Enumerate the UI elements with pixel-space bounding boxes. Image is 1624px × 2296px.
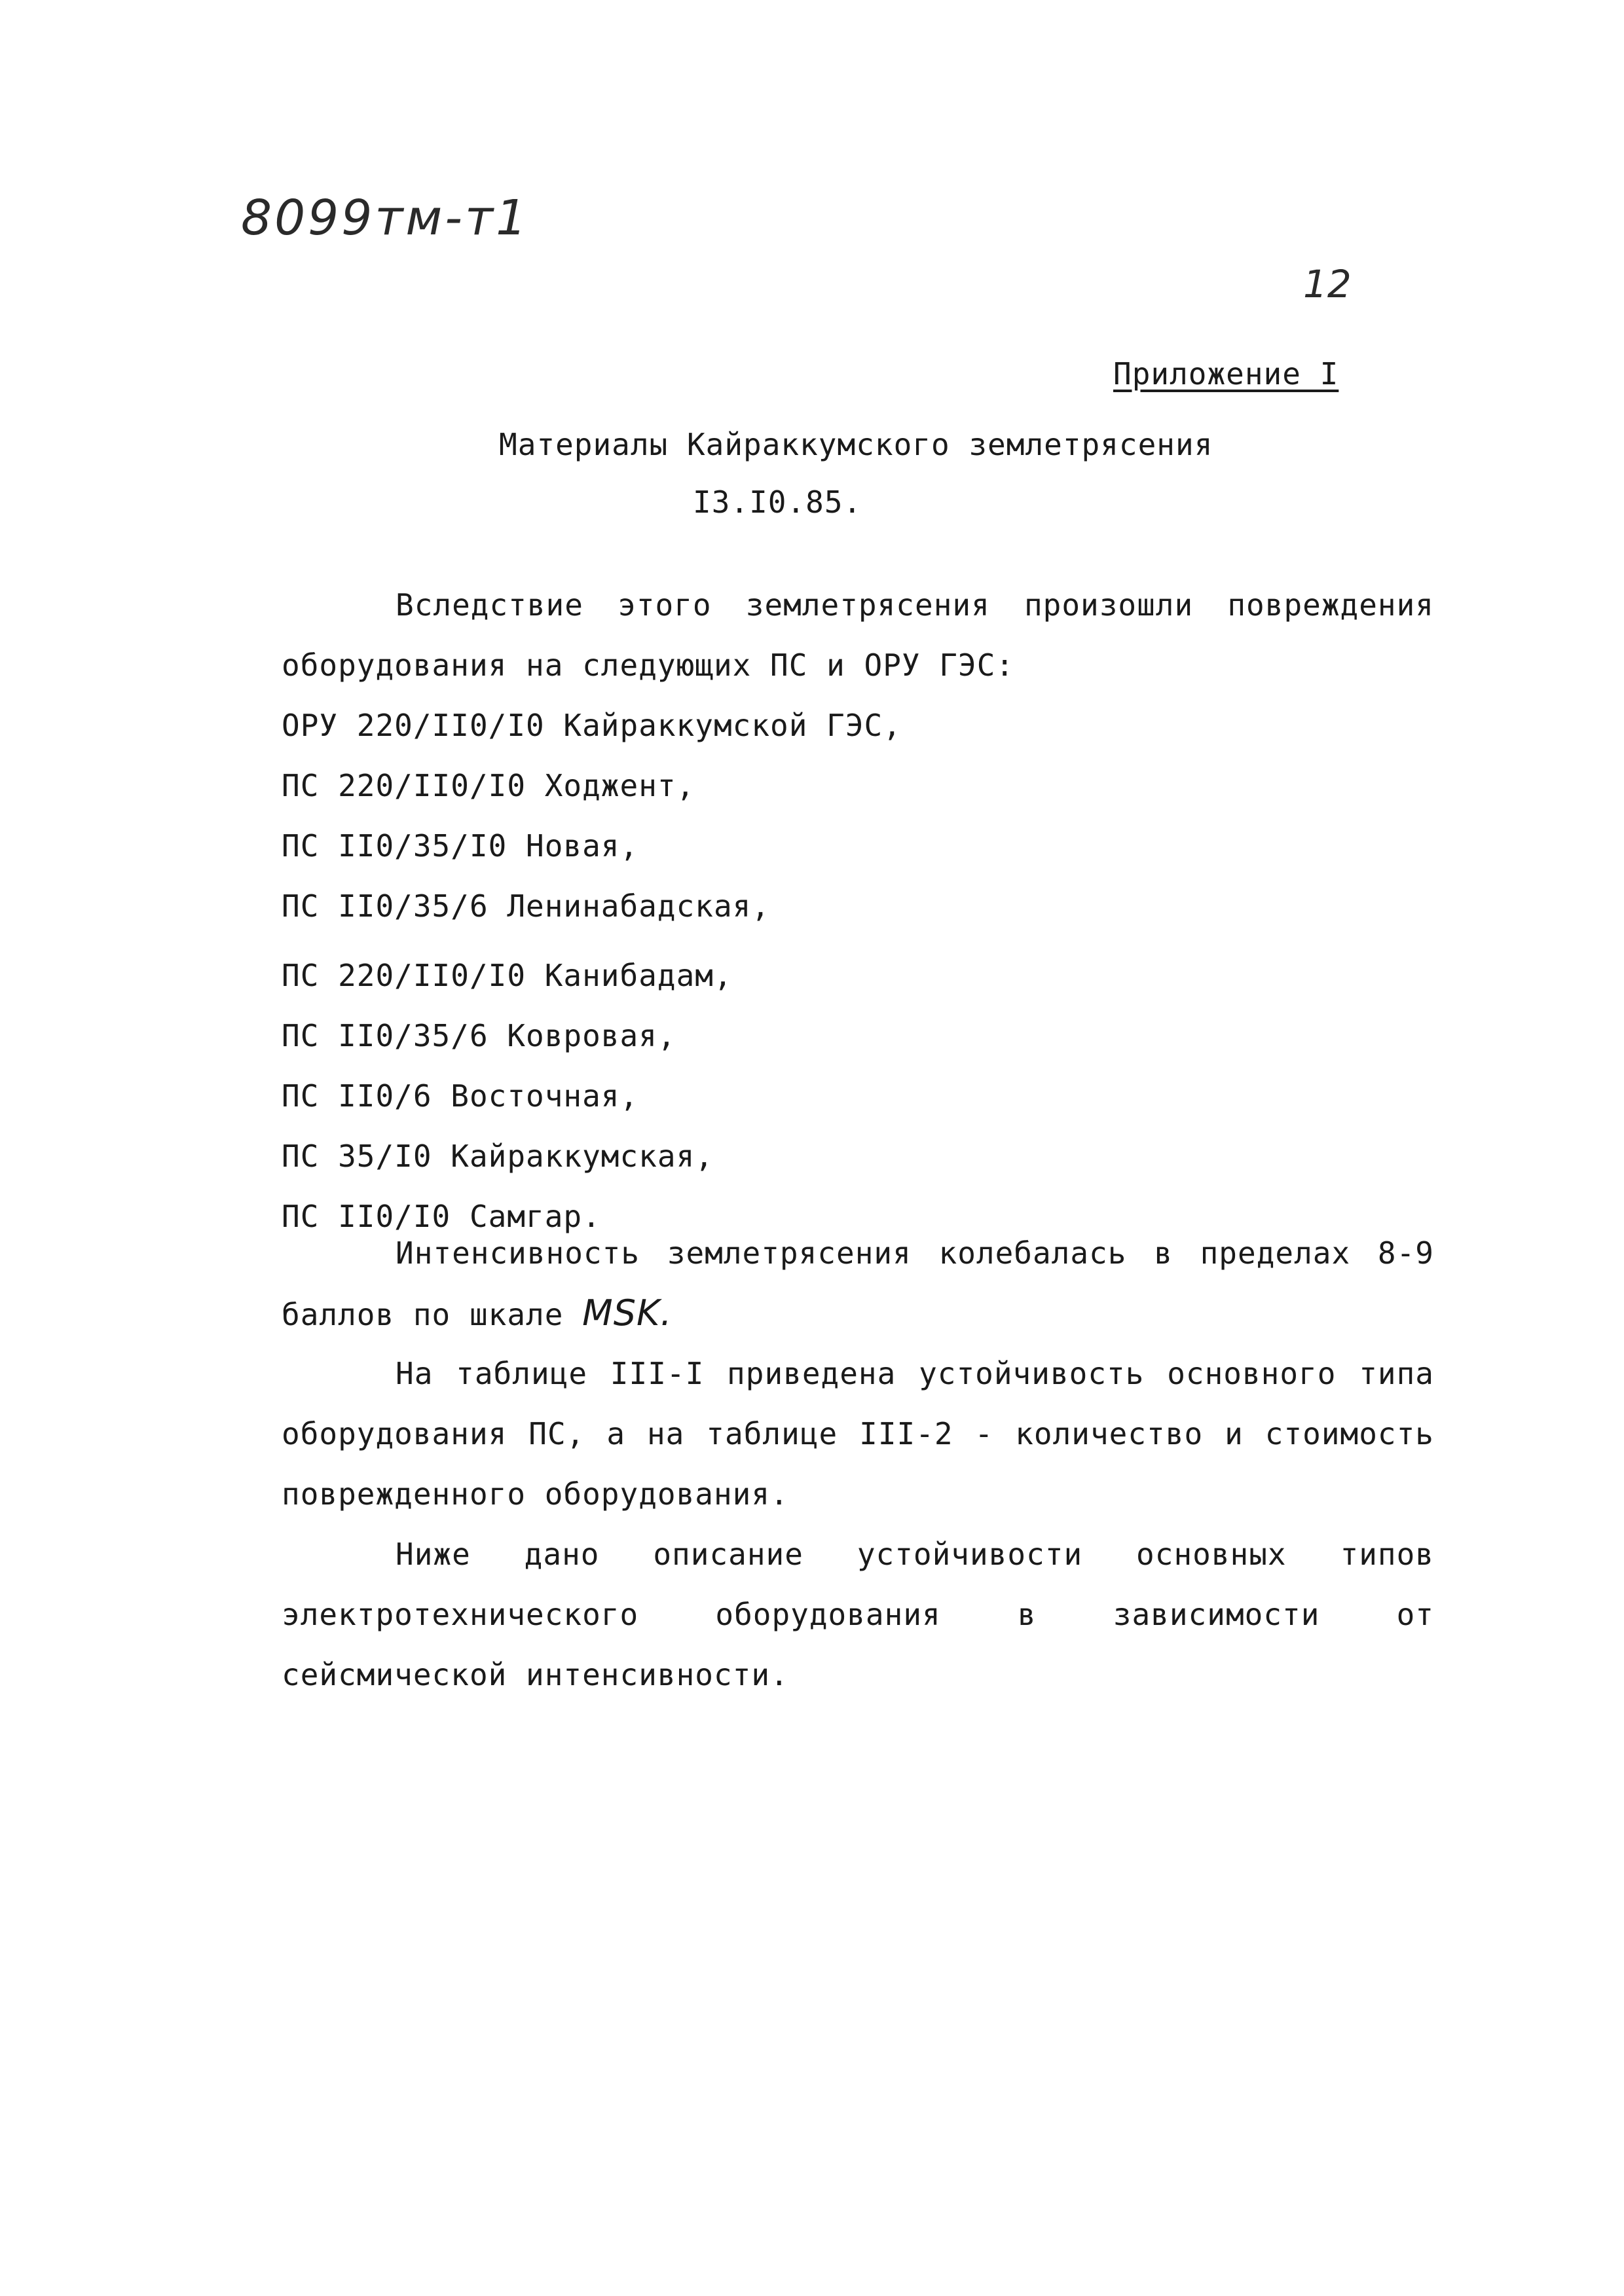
appendix-label: Приложение I bbox=[1113, 356, 1339, 392]
intensity-scale: MSK. bbox=[582, 1292, 673, 1334]
list-item: ПС 220/II0/I0 Ходжент, bbox=[282, 768, 695, 803]
intensity-paragraph bbox=[282, 1223, 1434, 1345]
description-paragraph: Ниже дано описание устойчивости основных типов электротехнического оборудования в зависимости от сейсмической интенсивности. bbox=[282, 1537, 1434, 1692]
list-item: ПС II0/35/I0 Новая, bbox=[282, 828, 639, 864]
document-title-line1: Материалы Кайраккумского землетрясения bbox=[499, 427, 1213, 462]
list-item: ПС II0/35/6 Ленинабадская, bbox=[282, 888, 771, 924]
handwritten-document-code: 8099тм-т1 bbox=[241, 190, 530, 246]
substation-list bbox=[282, 695, 902, 1247]
intensity-text: Интенсивность землетрясения колебалась в пределах 8-9 баллов по шкале bbox=[282, 1235, 1434, 1332]
handwritten-page-number: 12 bbox=[1303, 262, 1352, 306]
list-item: ПС II0/6 Восточная, bbox=[282, 1078, 639, 1114]
intro-paragraph: Вследствие этого землетрясения произошли повреждения оборудования на следующих ПС и ОРУ ГЭС: bbox=[282, 587, 1434, 683]
document-title-date: I3.I0.85. bbox=[693, 484, 862, 520]
tables-paragraph: На таблице III-I приведена устойчивость основного типа оборудования ПС, а на таблице III-2 - количество и стоимость поврежденного оборудования. bbox=[282, 1356, 1434, 1512]
list-item: ПС 220/II0/I0 Канибадам, bbox=[282, 958, 733, 993]
list-item: ПС II0/35/6 Ковровая, bbox=[282, 1018, 676, 1053]
list-item: ПС 35/I0 Кайраккумская, bbox=[282, 1139, 714, 1174]
list-item: ПС II0/I0 Самгар. bbox=[282, 1199, 601, 1234]
list-item: ОРУ 220/II0/I0 Кайраккумской ГЭС, bbox=[282, 708, 902, 743]
